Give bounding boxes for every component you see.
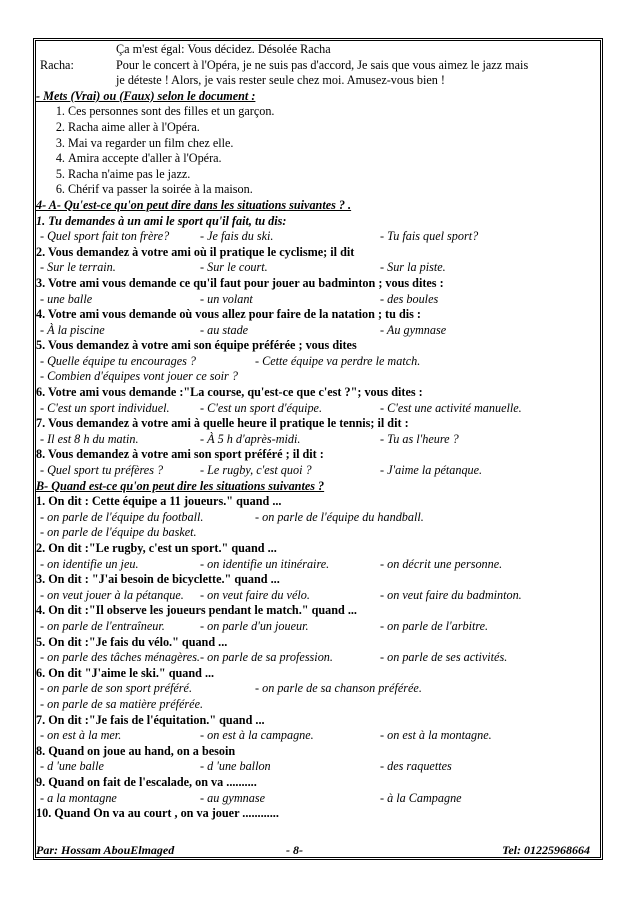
- answer-option[interactable]: - des raquettes: [380, 759, 452, 774]
- answer-option[interactable]: - J'aime la pétanque.: [380, 463, 483, 478]
- answer-option[interactable]: - Tu as l'heure ?: [380, 431, 459, 446]
- answer-option[interactable]: - on parle de ses activités.: [380, 650, 508, 665]
- answer-option[interactable]: - on parle de l'entraîneur.: [40, 618, 165, 633]
- section-title-a: 4- A- Qu'est-ce qu'on peut dire dans les situations suivantes ? .: [36, 197, 352, 212]
- answer-option[interactable]: - C'est une activité manuelle.: [380, 400, 522, 415]
- answer-options: [36, 791, 600, 807]
- answer-option[interactable]: - Au gymnase: [380, 322, 447, 337]
- answer-option[interactable]: - d 'une ballon: [200, 759, 271, 774]
- answer-option[interactable]: - a la montagne: [40, 790, 117, 805]
- answer-option[interactable]: - Il est 8 h du matin.: [40, 431, 139, 446]
- answer-option[interactable]: - on est à la montagne.: [380, 728, 492, 743]
- section-title-vrai-faux: - Mets (Vrai) ou (Faux) selon le document :: [36, 88, 256, 103]
- vrai-faux-list: [36, 104, 600, 198]
- question: 4. On dit :"Il observe les joueurs pendant le match." quand ...: [36, 603, 357, 618]
- answer-option[interactable]: - au gymnase: [200, 790, 265, 805]
- answer-options: [36, 697, 600, 713]
- footer: [36, 843, 594, 858]
- answer-option[interactable]: - on parle d'un joueur.: [200, 618, 309, 633]
- question: 10. Quand On va au court , on va jouer ............: [36, 806, 279, 821]
- question: 8. Quand on joue au hand, on a besoin: [36, 743, 236, 758]
- question: 8. Vous demandez à votre ami son sport préféré ; il dit :: [36, 447, 324, 462]
- vrai-faux-item: 1. Ces personnes sont des filles et un garçon.: [68, 104, 600, 120]
- answer-options: [36, 229, 600, 245]
- answer-option[interactable]: - Je fais du ski.: [200, 229, 274, 244]
- answer-option[interactable]: - Quel sport tu préfères ?: [40, 463, 164, 478]
- dialogue-text: Pour le concert à l'Opéra, je ne suis pas d'accord, Je sais que vous aimez le jazz mais: [116, 57, 529, 72]
- vrai-faux-item: 4. Amira accepte d'aller à l'Opéra.: [68, 151, 600, 167]
- question: 1. On dit : Cette équipe a 11 joueurs." quand ...: [36, 494, 282, 509]
- answer-option[interactable]: - on parle de l'équipe du handball.: [255, 509, 424, 524]
- answer-options: [36, 260, 600, 276]
- answer-option[interactable]: - on veut jouer à la pétanque.: [40, 587, 184, 602]
- answer-options: [36, 619, 600, 635]
- answer-option[interactable]: - on parle de l'équipe du basket.: [40, 525, 197, 540]
- answer-option[interactable]: - on parle des tâches ménagères.: [40, 650, 200, 665]
- answer-option[interactable]: - on est à la mer.: [40, 728, 122, 743]
- answer-option[interactable]: - on parle de l'équipe du football.: [40, 509, 204, 524]
- answer-options: [36, 510, 600, 526]
- answer-option[interactable]: - on décrit une personne.: [380, 556, 503, 571]
- answer-option[interactable]: - Combien d'équipes vont jouer ce soir ?: [40, 369, 238, 384]
- footer-telephone: Tel: 01225968664: [502, 843, 590, 857]
- question: 5. On dit :"Je fais du vélo." quand ...: [36, 634, 228, 649]
- answer-option[interactable]: - Cette équipe va perdre le match.: [255, 353, 421, 368]
- footer-page-number: - 8-: [286, 843, 303, 857]
- answer-option[interactable]: - à la Campagne: [380, 790, 462, 805]
- question: 7. Vous demandez à votre ami à quelle heure il pratique le tennis; il dit :: [36, 416, 409, 431]
- dialogue-line: [36, 58, 600, 74]
- answer-option[interactable]: - on parle de sa chanson préférée.: [255, 681, 422, 696]
- question: 3. Votre ami vous demande ce qu'il faut pour jouer au badminton ; vous dites :: [36, 275, 444, 290]
- answer-option[interactable]: - on parle de sa profession.: [200, 650, 333, 665]
- answer-option[interactable]: - Le rugby, c'est quoi ?: [200, 463, 312, 478]
- vrai-faux-item: 2. Racha aime aller à l'Opéra.: [68, 120, 600, 136]
- answer-options: [36, 557, 600, 573]
- answer-option[interactable]: - on parle de l'arbitre.: [380, 618, 489, 633]
- question: 2. On dit :"Le rugby, c'est un sport." quand ...: [36, 541, 277, 555]
- answer-options: [36, 525, 600, 541]
- question: 6. On dit "J'aime le ski." quand ...: [36, 665, 215, 680]
- answer-options: [36, 323, 600, 339]
- answer-options: [36, 728, 600, 744]
- answer-options: [36, 292, 600, 308]
- answer-options: [36, 369, 600, 385]
- answer-option[interactable]: - on est à la campagne.: [200, 728, 314, 743]
- question: 2. Vous demandez à votre ami où il pratique le cyclisme; il dit: [36, 244, 355, 259]
- question: 7. On dit :"Je fais de l'équitation." quand ...: [36, 712, 265, 727]
- answer-option[interactable]: - À 5 h d'après-midi.: [200, 431, 301, 446]
- vrai-faux-item: 5. Racha n'aime pas le jazz.: [68, 167, 600, 183]
- answer-options: [36, 681, 600, 697]
- answer-option[interactable]: - un volant: [200, 291, 253, 306]
- answer-option[interactable]: - C'est un sport d'équipe.: [200, 400, 322, 415]
- answer-options: [36, 463, 600, 479]
- answer-option[interactable]: - Tu fais quel sport?: [380, 229, 479, 244]
- answer-options: [36, 401, 600, 417]
- answer-option[interactable]: - on veut faire du badminton.: [380, 587, 522, 602]
- answer-options: [36, 650, 600, 666]
- answer-options: [36, 588, 600, 604]
- worksheet-content: [36, 42, 600, 822]
- answer-option[interactable]: - au stade: [200, 322, 249, 337]
- answer-option[interactable]: - Sur le court.: [200, 260, 268, 275]
- question: 6. Votre ami vous demande :"La course, qu'est-ce que c'est ?"; vous dites :: [36, 385, 423, 400]
- answer-option[interactable]: - Quelle équipe tu encourages ?: [40, 353, 197, 368]
- footer-author: Par: Hossam AbouElmaged: [36, 843, 175, 857]
- answer-options: [36, 432, 600, 448]
- answer-option[interactable]: - Sur la piste.: [380, 260, 446, 275]
- dialogue-line: Ça m'est égal: Vous décidez. Désolée Racha: [116, 42, 331, 56]
- dialogue-line: je déteste ! Alors, je vais rester seule chez moi. Amusez-vous bien !: [116, 73, 445, 88]
- vrai-faux-item: 6. Chérif va passer la soirée à la maison.: [68, 182, 600, 198]
- section-title-b: B- Quand est-ce qu'on peut dire les situations suivantes ?: [36, 478, 325, 493]
- answer-options: [36, 354, 600, 370]
- vrai-faux-item: 3. Mai va regarder un film chez elle.: [68, 136, 600, 152]
- answer-option[interactable]: - Sur le terrain.: [40, 260, 116, 275]
- answer-option[interactable]: - on veut faire du vélo.: [200, 587, 310, 602]
- answer-option[interactable]: - on identifie un itinéraire.: [200, 556, 330, 571]
- answer-option[interactable]: - À la piscine: [40, 322, 105, 337]
- section-b-items: [36, 494, 600, 821]
- answer-option[interactable]: - des boules: [380, 291, 439, 306]
- speaker-name: Racha:: [40, 57, 74, 72]
- answer-option[interactable]: - d 'une balle: [40, 759, 104, 774]
- answer-option[interactable]: - une balle: [40, 291, 93, 306]
- question: 3. On dit : "J'ai besoin de bicyclette." quand ...: [36, 572, 280, 587]
- section-a-items: [36, 214, 600, 479]
- answer-option[interactable]: - on parle de son sport préféré.: [40, 681, 192, 696]
- answer-options: [36, 759, 600, 775]
- question: 4. Votre ami vous demande où vous allez pour faire de la natation ; tu dis :: [36, 307, 421, 322]
- answer-option[interactable]: - Quel sport fait ton frère?: [40, 229, 170, 244]
- answer-option[interactable]: - on parle de sa matière préférée.: [40, 696, 204, 711]
- question: 9. Quand on fait de l'escalade, on va ..........: [36, 774, 257, 789]
- answer-option[interactable]: - on identifie un jeu.: [40, 556, 139, 571]
- question: 1. Tu demandes à un ami le sport qu'il fait, tu dis:: [36, 213, 287, 228]
- question: 5. Vous demandez à votre ami son équipe préférée ; vous dites: [36, 338, 357, 353]
- answer-option[interactable]: - C'est un sport individuel.: [40, 400, 170, 415]
